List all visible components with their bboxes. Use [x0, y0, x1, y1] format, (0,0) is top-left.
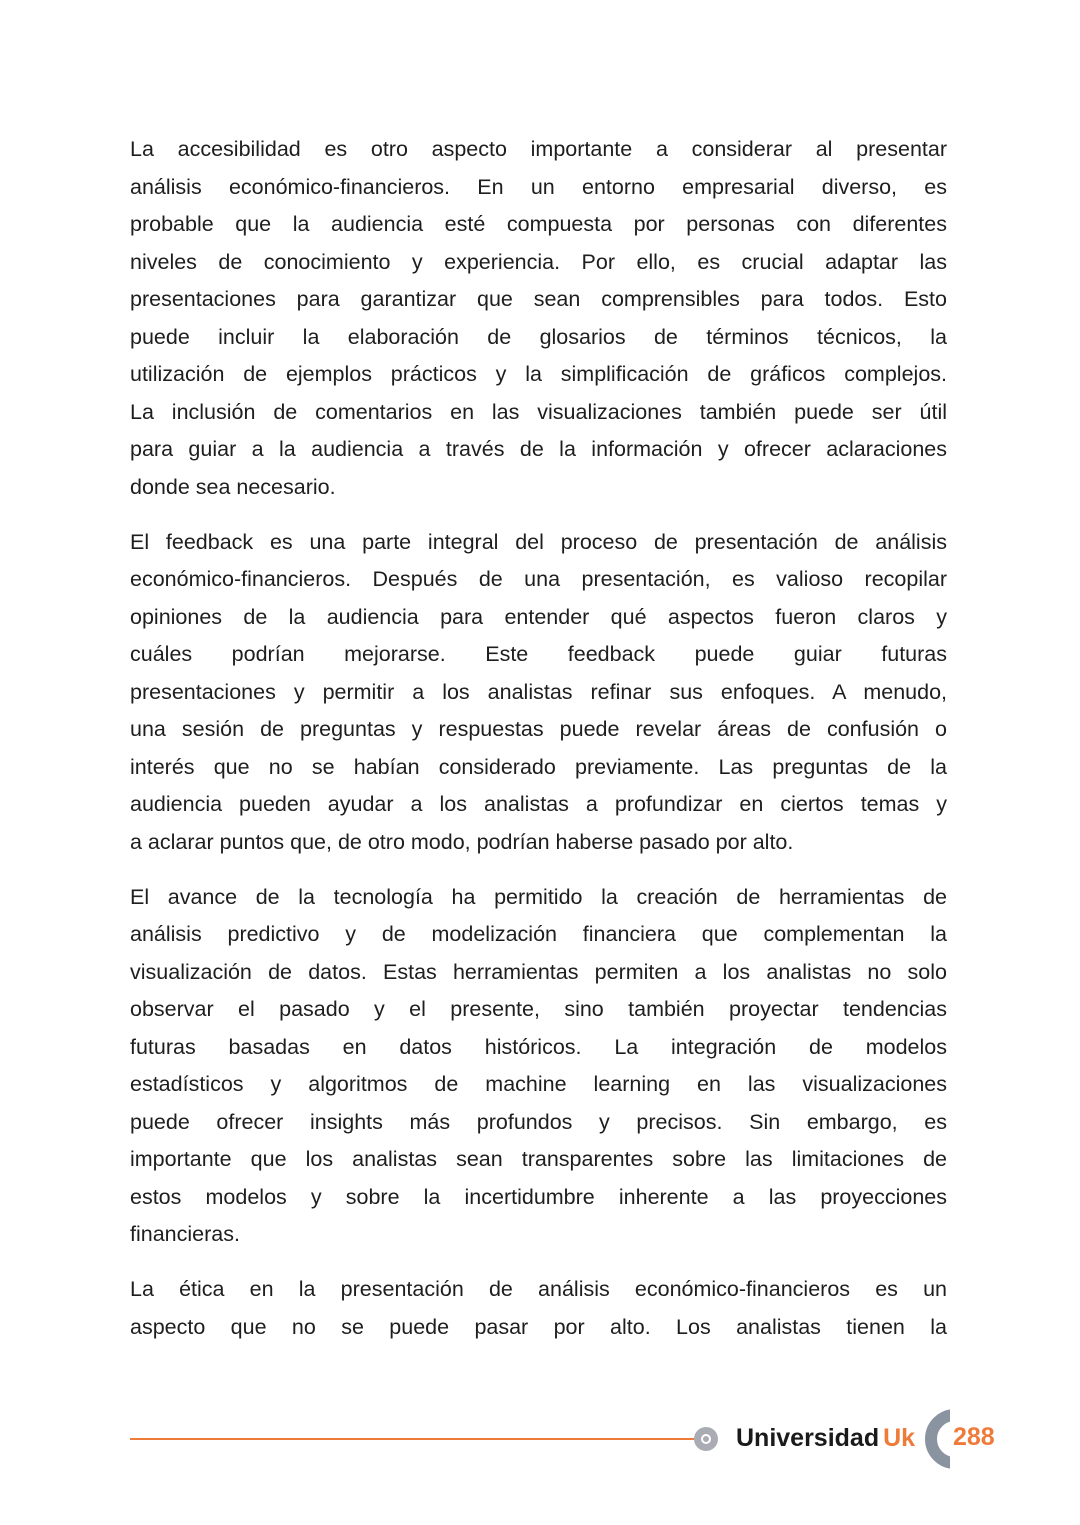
- text-line: para guiar a la audiencia a través de la información y ofrecer aclaraciones: [130, 437, 947, 461]
- text-line: presentaciones y permitir a los analistas refinar sus enfoques. A menudo,: [130, 679, 947, 704]
- text-line: probable que la audiencia esté compuesta por personas con diferentes: [130, 212, 947, 236]
- text-line: La accesibilidad es otro aspecto importante a considerar al presentar: [130, 137, 947, 161]
- footer-divider: [130, 1438, 695, 1440]
- text-line: donde sea necesario.: [130, 474, 336, 499]
- text-line: presentaciones para garantizar que sean comprensibles para todos. Esto: [130, 287, 947, 311]
- text-line: una sesión de preguntas y respuestas puede revelar áreas de confusión o: [130, 717, 947, 741]
- text-line: estadísticos y algoritmos de machine learning en las visualizaciones: [130, 1072, 947, 1096]
- text-line: aspecto que no se puede pasar por alto. Los analistas tienen la: [130, 1314, 947, 1339]
- text-line: cuáles podrían mejorarse. Este feedback puede guiar futuras: [130, 642, 947, 666]
- paragraph: [130, 524, 947, 862]
- text-line: El avance de la tecnología ha permitido la creación de herramientas de: [130, 884, 947, 909]
- text-line: El feedback es una parte integral del proceso de presentación de análisis: [130, 529, 947, 554]
- text-line: visualización de datos. Estas herramientas permiten a los analistas no solo: [130, 959, 947, 984]
- target-circle-icon: [694, 1427, 718, 1451]
- text-line: audiencia pueden ayudar a los analistas a profundizar en ciertos temas y: [130, 792, 947, 816]
- text-line: La ética en la presentación de análisis económico-financieros es un: [130, 1277, 947, 1301]
- text-line: puede ofrecer insights más profundos y precisos. Sin embargo, es: [130, 1109, 947, 1134]
- text-line: importante que los analistas sean transparentes sobre las limitaciones de: [130, 1147, 947, 1171]
- text-line: análisis predictivo y de modelización financiera que complementan la: [130, 922, 947, 946]
- paragraph: [130, 879, 947, 1254]
- text-line: utilización de ejemplos prácticos y la simplificación de gráficos complejos.: [130, 362, 947, 386]
- text-line: puede incluir la elaboración de glosarios de términos técnicos, la: [130, 324, 947, 349]
- brand-accent: Uk: [883, 1424, 916, 1452]
- text-line: análisis económico-financieros. En un entorno empresarial diverso, es: [130, 174, 947, 199]
- text-line: opiniones de la audiencia para entender qué aspectos fueron claros y: [130, 604, 947, 629]
- text-line: a aclarar puntos que, de otro modo, podrían haberse pasado por alto.: [130, 829, 794, 854]
- text-line: La inclusión de comentarios en las visualizaciones también puede ser útil: [130, 399, 947, 424]
- page-body: [130, 131, 947, 1364]
- text-line: económico-financieros. Después de una presentación, es valioso recopilar: [130, 567, 947, 591]
- text-line: financieras.: [130, 1222, 240, 1246]
- brand-logo: [736, 1422, 915, 1454]
- text-line: interés que no se habían considerado previamente. Las preguntas de la: [130, 754, 947, 779]
- paragraph: [130, 1271, 947, 1346]
- brand-name: Universidad: [736, 1424, 880, 1452]
- text-line: estos modelos y sobre la incertidumbre inherente a las proyecciones: [130, 1184, 947, 1209]
- page-number: 288: [953, 1423, 995, 1451]
- text-line: observar el pasado y el presente, sino también proyectar tendencias: [130, 997, 947, 1021]
- text-line: niveles de conocimiento y experiencia. Por ello, es crucial adaptar las: [130, 249, 947, 274]
- text-line: futuras basadas en datos históricos. La integración de modelos: [130, 1034, 947, 1059]
- paragraph: [130, 131, 947, 506]
